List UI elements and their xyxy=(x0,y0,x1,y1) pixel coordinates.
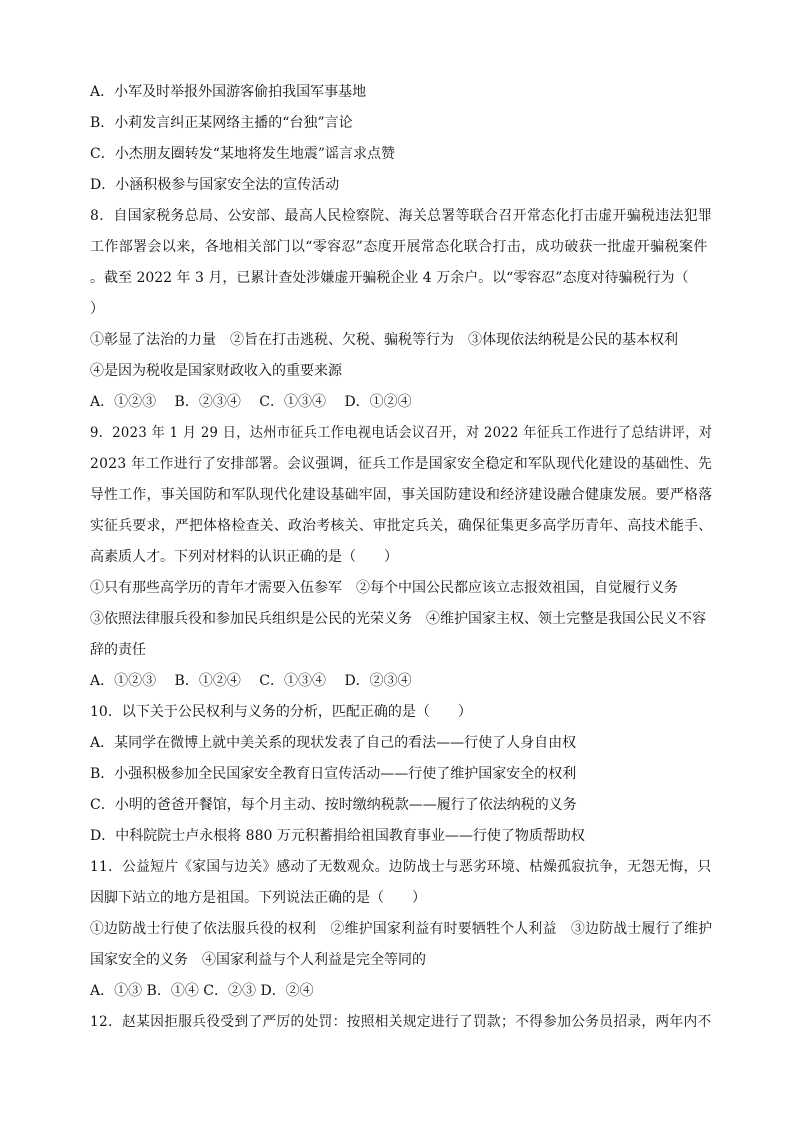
q10-option-b: B．小强积极参加全民国家安全教育日宣传活动——行使了维护国家安全的权利 xyxy=(90,766,577,782)
q9-stem-line: 2023 年工作进行了安排部署。会议强调，征兵工作是国家安全稳定和军队现代化建设的基础性、先 xyxy=(90,456,713,472)
q9-stem-line: 导性工作，事关国防和军队现代化建设基础牢固，事关国防建设和经济建设融合健康发展。要严格落 xyxy=(90,487,713,503)
q11-choices: A．①③ B．①④ C．②③ D．②④ xyxy=(90,983,314,999)
q11-statement-line: 国家安全的义务 ④国家利益与个人利益是完全等同的 xyxy=(90,952,426,968)
q7-option-c: C．小杰朋友圈转发“某地将发生地震”谣言求点赞 xyxy=(90,146,396,162)
q9-statement-line: ①只有那些高学历的青年才需要入伍参军 ②每个中国公民都应该立志报效祖国，自觉履行义务 xyxy=(90,580,678,596)
q12-stem-line: 12．赵某因拒服兵役受到了严厉的处罚：按照相关规定进行了罚款；不得参加公务员招录，两年内不 xyxy=(90,1014,712,1030)
q8-stem-line: 。截至 2022 年 3 月，已累计查处涉嫌虚开骗税企业 4 万余户。以“零容忍”态度对待骗税行为（ xyxy=(90,270,689,286)
q9-statement-line: ③依照法律服兵役和参加民兵组织是公民的光荣义务 ④维护国家主权、领土完整是我国公民义不容 xyxy=(90,611,706,627)
q10-option-a: A．某同学在微博上就中美关系的现状发表了自己的看法——行使了人身自由权 xyxy=(90,735,577,751)
q11-stem-line: 11．公益短片《家国与边关》感动了无数观众。边防战士与恶劣环境、枯燥孤寂抗争，无怨无悔，只 xyxy=(90,859,712,875)
q11-statement-line: ①边防战士行使了依法服兵役的权利 ②维护国家利益有时要牺牲个人利益 ③边防战士履行了维护 xyxy=(90,921,713,937)
q10-option-c: C．小明的爸爸开餐馆，每个月主动、按时缴纳税款——履行了依法纳税的义务 xyxy=(90,797,577,813)
q8-stem-line: ） xyxy=(90,301,104,317)
q9-stem-line: 9．2023 年 1 月 29 日，达州市征兵工作电视电话会议召开，对 2022 年征兵工作进行了总结讲评，对 xyxy=(90,425,713,441)
q10-option-d: D．中科院院士卢永根将 880 万元积蓄捐给祖国教育事业——行使了物质帮助权 xyxy=(90,828,585,844)
q9-statement-line: 辞的责任 xyxy=(90,642,146,658)
q8-stem-line: 工作部署会以来，各地相关部门以“零容忍”态度开展常态化联合打击，成功破获一批虚开骗税案件 xyxy=(90,239,708,255)
q11-stem-line: 因脚下站立的地方是祖国。下列说法正确的是（ ） xyxy=(90,890,426,906)
q10-stem: 10．以下关于公民权利与义务的分析，匹配正确的是（ ） xyxy=(90,704,472,720)
q7-option-d: D．小涵积极参与国家安全法的宣传活动 xyxy=(90,177,340,193)
q8-choices: A．①②③ B．②③④ C．①③④ D．①②④ xyxy=(90,394,412,410)
q8-statement-line: ④是因为税收是国家财政收入的重要来源 xyxy=(90,363,342,379)
q7-option-a: A．小军及时举报外国游客偷拍我国军事基地 xyxy=(90,84,367,100)
q8-statement-line: ①彰显了法治的力量 ②旨在打击逃税、欠税、骗税等行为 ③体现依法纳税是公民的基本权利 xyxy=(90,332,678,348)
q9-stem-line: 高素质人才。下列对材料的认识正确的是（ ） xyxy=(90,549,398,565)
q9-stem-line: 实征兵要求，严把体格检查关、政治考核关、审批定兵关，确保征集更多高学历青年、高技术能手、 xyxy=(90,518,713,534)
q9-choices: A．①②③ B．①②④ C．①③④ D．②③④ xyxy=(90,673,412,689)
q7-option-b: B．小莉发言纠正某网络主播的“台独”言论 xyxy=(90,115,353,131)
q8-stem-line: 8．自国家税务总局、公安部、最高人民检察院、海关总署等联合召开常态化打击虚开骗税违法犯罪 xyxy=(90,208,713,224)
